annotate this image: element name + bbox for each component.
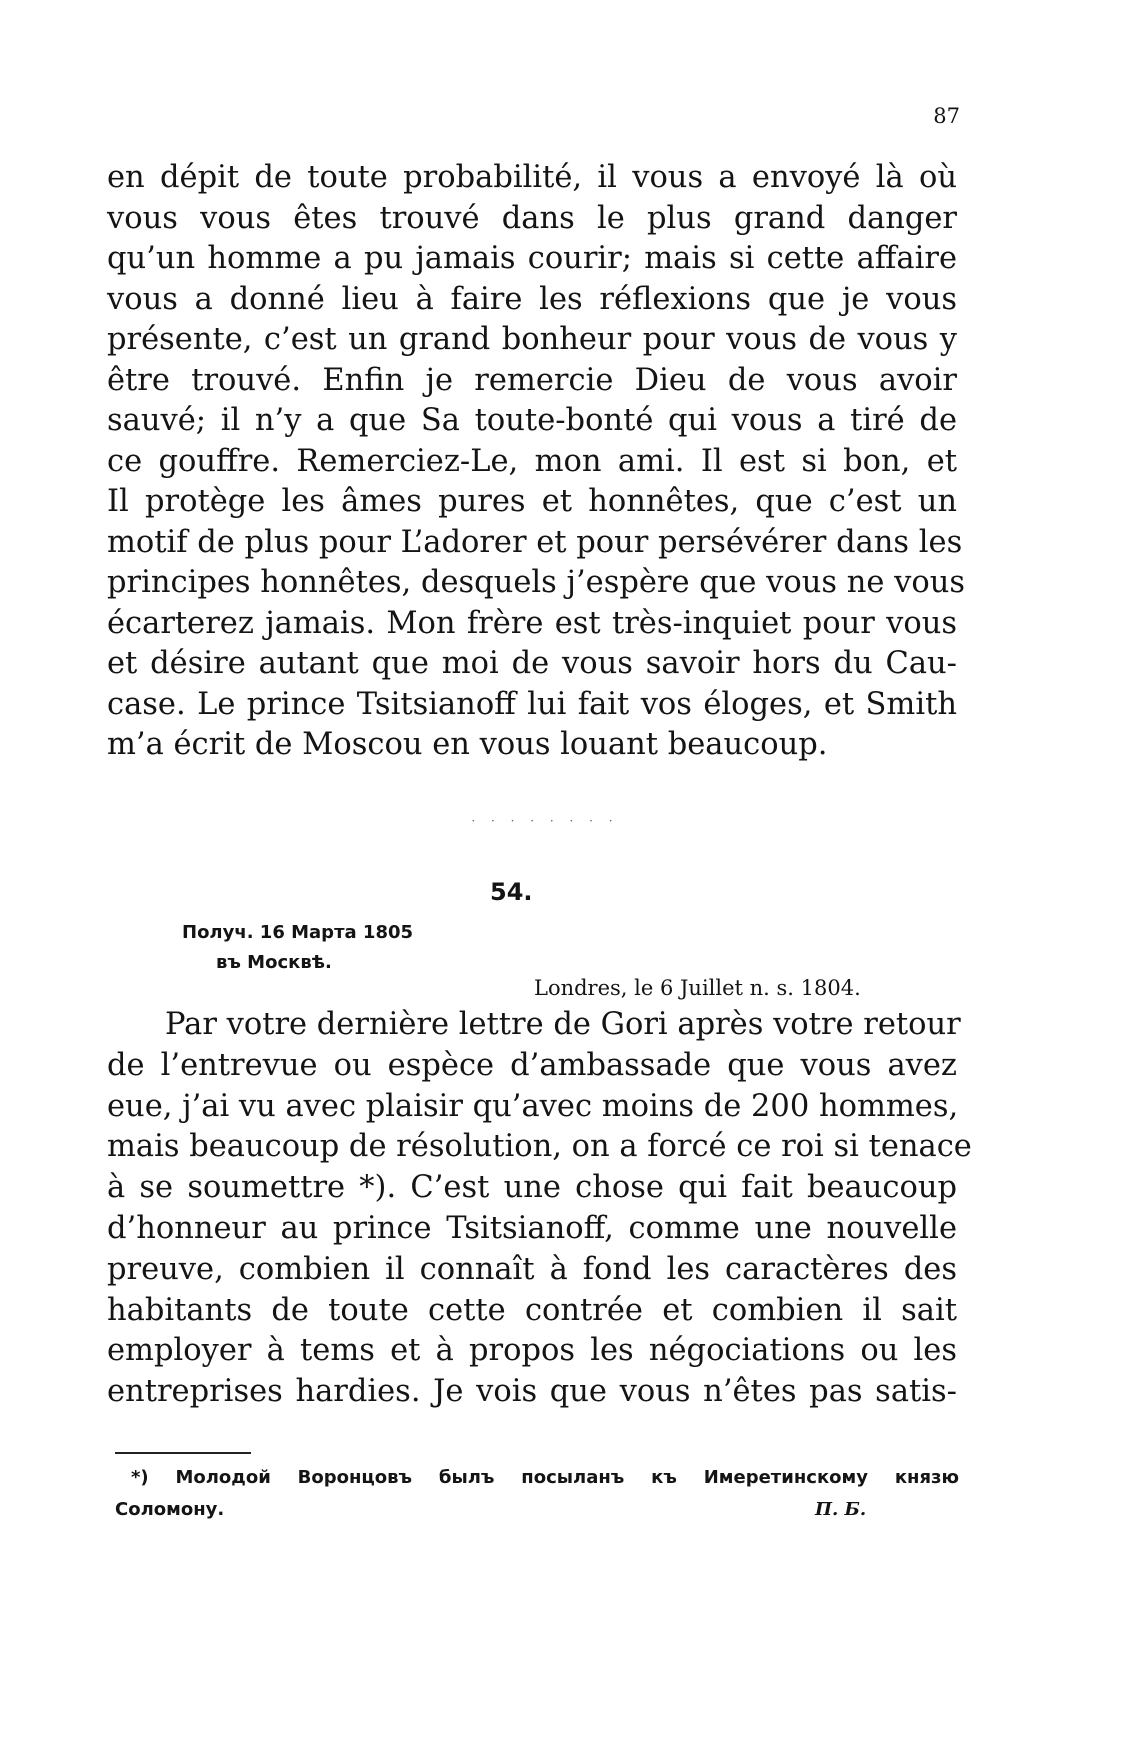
letter-body xyxy=(107,1005,972,1413)
page-number: 87 xyxy=(933,104,960,128)
text-line: à se soumettre *). C’est une chose qui fait beaucoup xyxy=(107,1170,957,1206)
text-line: principes honnêtes, desquels j’espère que vous ne vous xyxy=(107,565,966,600)
footnote-rule xyxy=(115,1452,251,1454)
received-note xyxy=(182,918,413,978)
text-line: entreprises hardies. Je vois que vous n’êtes pas satis- xyxy=(107,1374,957,1410)
dateline: Londres, le 6 Juillet n. s. 1804. xyxy=(534,976,861,1000)
footnote xyxy=(115,1462,959,1526)
section-ornament: · · · · · · · · xyxy=(471,814,619,828)
text-line: vous a donné lieu à faire les réflexions que je vous xyxy=(107,281,957,317)
text-line: employer à tems et à propos les négociations ou les xyxy=(107,1333,957,1369)
footnote-line: *) Молодой Воронцовъ былъ посыланъ къ Имеретинскому князю xyxy=(131,1467,959,1488)
text-line: et désire autant que moi de vous savoir hors du Cau- xyxy=(107,646,957,681)
text-line: en dépit de toute probabilité, il vous a envoyé là où xyxy=(107,160,957,195)
text-line: Il protège les âmes pures et honnêtes, que c’est un xyxy=(107,484,957,519)
text-line: habitants de toute cette contrée et combien il sait xyxy=(107,1292,957,1328)
text-line: case. Le prince Tsitsianoff lui fait vos éloges, et Smith xyxy=(107,686,957,722)
letter-number: 54. xyxy=(490,878,533,906)
text-line: de l’entrevue ou espèce d’ambassade que vous avez xyxy=(107,1047,957,1083)
text-line: Par votre dernière lettre de Gori après votre retour xyxy=(165,1007,961,1042)
text-line: preuve, combien il connaît à fond les caractères des xyxy=(107,1251,957,1287)
text-line: qu’un homme a pu jamais courir; mais si cette affaire xyxy=(107,241,957,276)
text-line: être trouvé. Enfin je remercie Dieu de vous avoir xyxy=(107,362,957,398)
text-line: eue, j’ai vu avec plaisir qu’avec moins de 200 hommes, xyxy=(107,1088,959,1124)
footnote-text: Соломону. xyxy=(115,1499,225,1520)
text-line: écarterez jamais. Mon frère est très-inquiet pour vous xyxy=(107,605,957,641)
footnote-line-2 xyxy=(115,1494,959,1526)
received-note-line: Получ. 16 Марта 1805 xyxy=(182,922,414,943)
received-note-line: въ Москвѣ. xyxy=(216,952,332,973)
text-line: sauvé; il n’y a que Sa toute-bonté qui vous a tiré de xyxy=(107,403,957,438)
text-line: mais beaucoup de résolution, on a forcé ce roi si tenace xyxy=(107,1129,972,1165)
footnote-signature: П. Б. xyxy=(815,1499,867,1520)
paragraph-continued xyxy=(107,158,966,766)
text-line: vous vous êtes trouvé dans le plus grand danger xyxy=(107,200,957,236)
text-line: motif de plus pour L’adorer et pour persévérer dans les xyxy=(107,524,963,560)
text-line: m’a écrit de Moscou en vous louant beaucoup. xyxy=(107,727,828,762)
text-line: présente, c’est un grand bonheur pour vous de vous y xyxy=(107,322,957,357)
text-line: ce gouffre. Remerciez-Le, mon ami. Il est si bon, et xyxy=(107,443,957,479)
text-line: d’honneur au prince Tsitsianoff, comme une nouvelle xyxy=(107,1210,957,1246)
